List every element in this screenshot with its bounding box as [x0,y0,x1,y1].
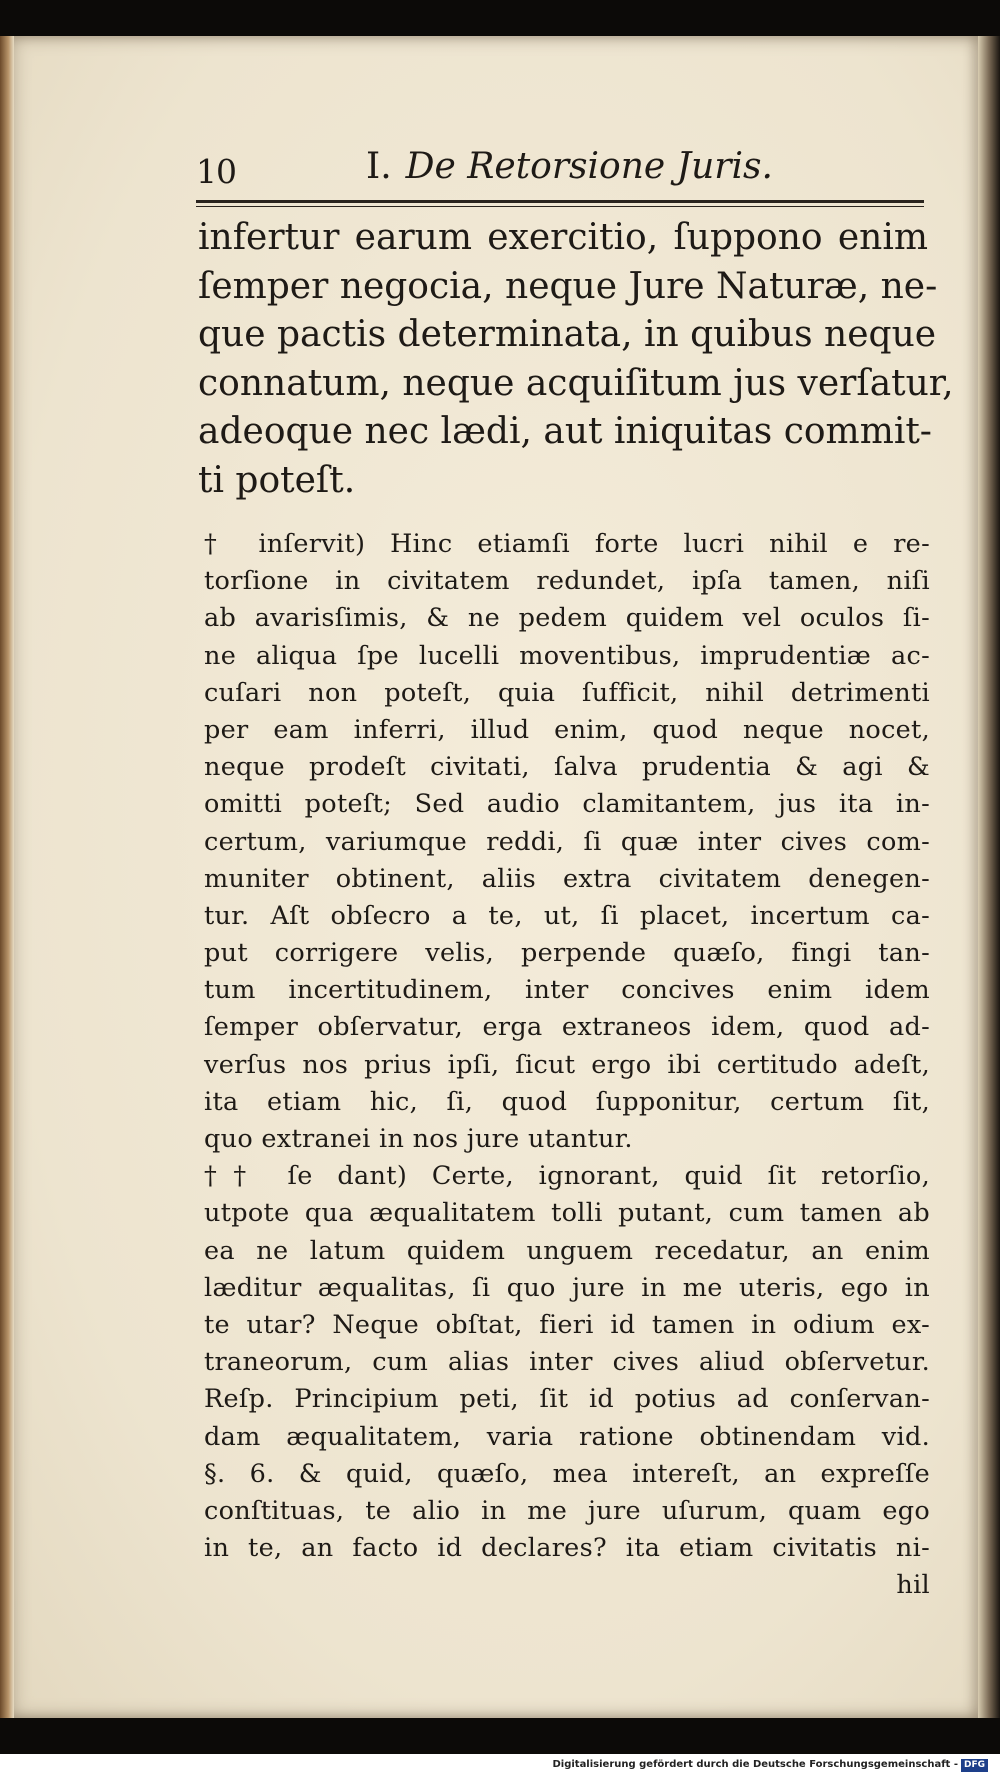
text-line: infertur earum exercitio, ſuppono enim [198,217,928,258]
note-line: certum, variumque reddi, ſi quæ inter cives com- [204,826,930,857]
text-line: adeoque nec lædi, aut iniquitas commit- [198,411,932,452]
dfg-logo-icon: DFG [961,1759,988,1772]
note-line: tum incertitudinem, inter concives enim idem [204,975,930,1006]
note-line: ab avarisſimis, & ne pedem quidem vel oculos ſi- [204,603,930,634]
footnote-2 [204,1158,930,1604]
note-line: quo extranei in nos jure utantur. [204,1124,633,1154]
note-line: læditur æqualitas, ſi quo jure in me uteris, ego in [204,1272,930,1303]
note-line: dam æqualitatem, varia ratione obtinendam vid. [204,1421,930,1452]
main-paragraph [198,214,954,505]
header-rule-thin [196,206,924,207]
text-line: ti poteſt. [198,459,356,501]
running-head [366,146,773,187]
note-line: muniter obtinent, aliis extra civitatem denegen- [204,863,930,894]
scan-bottom-border [0,1718,1000,1754]
note-line: ea ne latum quidem unguem recedatur, an enim [204,1235,930,1266]
note-line: conſtituas, te alio in me jure uſurum, quam ego [204,1495,930,1526]
note-line: ita etiam hic, ſi, quod ſupponitur, certum ſit, [204,1086,930,1117]
note-line: put corrigere velis, perpende quæſo, fingi tan- [204,938,930,969]
note-line: verſus nos prius ipſi, ſicut ergo ibi certitudo adeſt, [204,1049,930,1080]
note-line: te utar? Neque obſtat, fieri id tamen in odium ex- [204,1309,930,1340]
note-line: ne aliqua ſpe lucelli moventibus, imprudentiæ ac- [204,640,930,671]
note-line: traneorum, cum alias inter cives aliud obſervetur. [204,1347,930,1378]
note-line: tur. Aſt obſecro a te, ut, ſi placet, incertum ca- [204,900,930,931]
credit-text: Digitalisierung gefördert durch die Deutsche Forschungsgemeinschaft [552,1759,951,1770]
page-right-edge [978,36,1000,1718]
text-line: ſemper negocia, neque Jure Naturæ, ne- [198,265,938,307]
catchword: hil [896,1570,930,1601]
page-number: 10 [196,152,236,191]
note-line: utpote qua æqualitatem tolli putant, cum tamen ab [204,1198,930,1229]
book-spine-edge [0,36,14,1718]
footnotes [204,526,930,1604]
note-line: in te, an facto id declares? ita etiam civitatis ni- [204,1533,930,1564]
note-line: neque prodeſt civitati, ſalva prudentia & agi & [204,752,930,783]
note-line: §. 6. & quid, quæſo, mea intereſt, an expreſſe [204,1458,930,1489]
note-line: per eam inferri, illud enim, quod neque nocet, [204,714,930,745]
header-rule [196,200,924,203]
note-line: torſione in civitatem redundet, ipſa tamen, niſi [204,566,930,597]
running-title: De Retorsione Juris. [405,146,773,187]
section-number: I. [366,146,392,187]
note-line: ſemper obſervatur, erga extraneos idem, quod ad- [204,1012,930,1043]
note-line: cuſari non poteſt, quia ſufficit, nihil detrimenti [204,677,930,708]
book-page [0,36,978,1718]
note-line: omitti poteſt; Sed audio clamitantem, jus ita in- [204,789,930,820]
digitization-credit: Digitalisierung gefördert durch die Deutsche Forschungsgemeinschaft - DFG [548,1757,992,1773]
text-line: que pactis determinata, in quibus neque [198,314,937,355]
note-line: † inſervit) Hinc etiamſi forte lucri nihil e re- [204,529,930,559]
note-line: †† ſe dant) Certe, ignorant, quid ſit retorſio, [204,1161,930,1192]
note-line: Reſp. Principium peti, ſit id potius ad conſervan- [204,1384,930,1415]
text-line: connatum, neque acquiſitum jus verſatur, [198,362,954,404]
footnote-1 [204,526,930,1158]
